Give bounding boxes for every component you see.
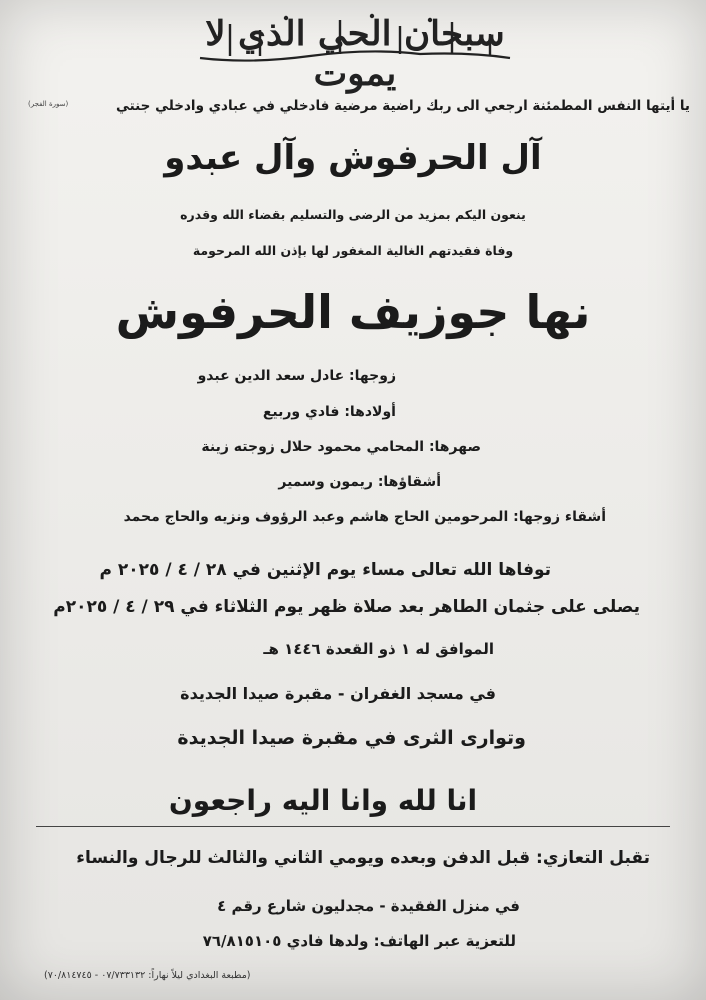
deceased-name: نها جوزيف الحرفوش bbox=[115, 285, 591, 339]
relative-husband: زوجها: عادل سعد الدين عبدو bbox=[197, 368, 396, 384]
calligraphy-header bbox=[190, 6, 520, 94]
quran-verse: يا أيتها النفس المطمئنة ارجعي الى ربك راضية مرضية فادخلي في عبادي وادخلي جنتي bbox=[116, 98, 690, 114]
mourning-line-1: ينعون اليكم بمزيد من الرضى والتسليم بقضاء الله وقدره bbox=[180, 207, 526, 222]
relative-siblings: أشقاؤها: ريمون وسمير bbox=[278, 474, 441, 490]
closing-phrase: انا لله وانا اليه راجعون bbox=[168, 784, 478, 817]
relative-children: أولادها: فادي وربيع bbox=[262, 404, 396, 420]
divider-line bbox=[36, 826, 670, 827]
mosque-location: في مسجد الغفران - مقبرة صيدا الجديدة bbox=[180, 684, 496, 703]
prayer-time: يصلى على جثمان الطاهر بعد صلاة ظهر يوم الثلاثاء في ٢٩ / ٤ / ٢٠٢٥م bbox=[53, 597, 640, 617]
verse-reference: (سورة الفجر) bbox=[28, 100, 69, 108]
family-names: آل الحرفوش وآل عبدو bbox=[164, 138, 542, 178]
burial-location: وتوارى الثرى في مقبرة صيدا الجديدة bbox=[177, 727, 526, 749]
condolences-phone: للتعزية عبر الهاتف: ولدها فادي ٧٦/٨١٥١٠٥ bbox=[202, 932, 516, 950]
relative-husband-siblings: أشقاء زوجها: المرحومين الحاج هاشم وعبد الرؤوف ونزيه والحاج محمد bbox=[123, 509, 606, 525]
calligraphy-text: سبحان الحي الذي لا يموت bbox=[205, 14, 505, 94]
condolences-times: تقبل التعازي: قبل الدفن وبعده ويومي الثاني والثالث للرجال والنساء bbox=[76, 848, 650, 868]
mourning-line-2: وفاة فقيدتهم الغالية المغفور لها بإذن الله المرحومة bbox=[192, 243, 514, 258]
printer-credit: (مطبعة البغدادي ليلاً نهاراً: ٠٧/٧٣٣١٣٢ - ٧٠/٨١٤٧٤٥) bbox=[44, 970, 251, 981]
condolences-address: في منزل الفقيدة - مجدليون شارع رقم ٤ bbox=[217, 897, 520, 915]
death-date: توفاها الله تعالى مساء يوم الإثنين في ٢٨ / ٤ / ٢٠٢٥ م bbox=[99, 560, 551, 580]
hijri-date: الموافق له ١ ذو القعدة ١٤٤٦ هـ bbox=[263, 640, 494, 658]
relative-son-in-law: صهرها: المحامي محمود حلال زوجته زينة bbox=[201, 439, 481, 455]
